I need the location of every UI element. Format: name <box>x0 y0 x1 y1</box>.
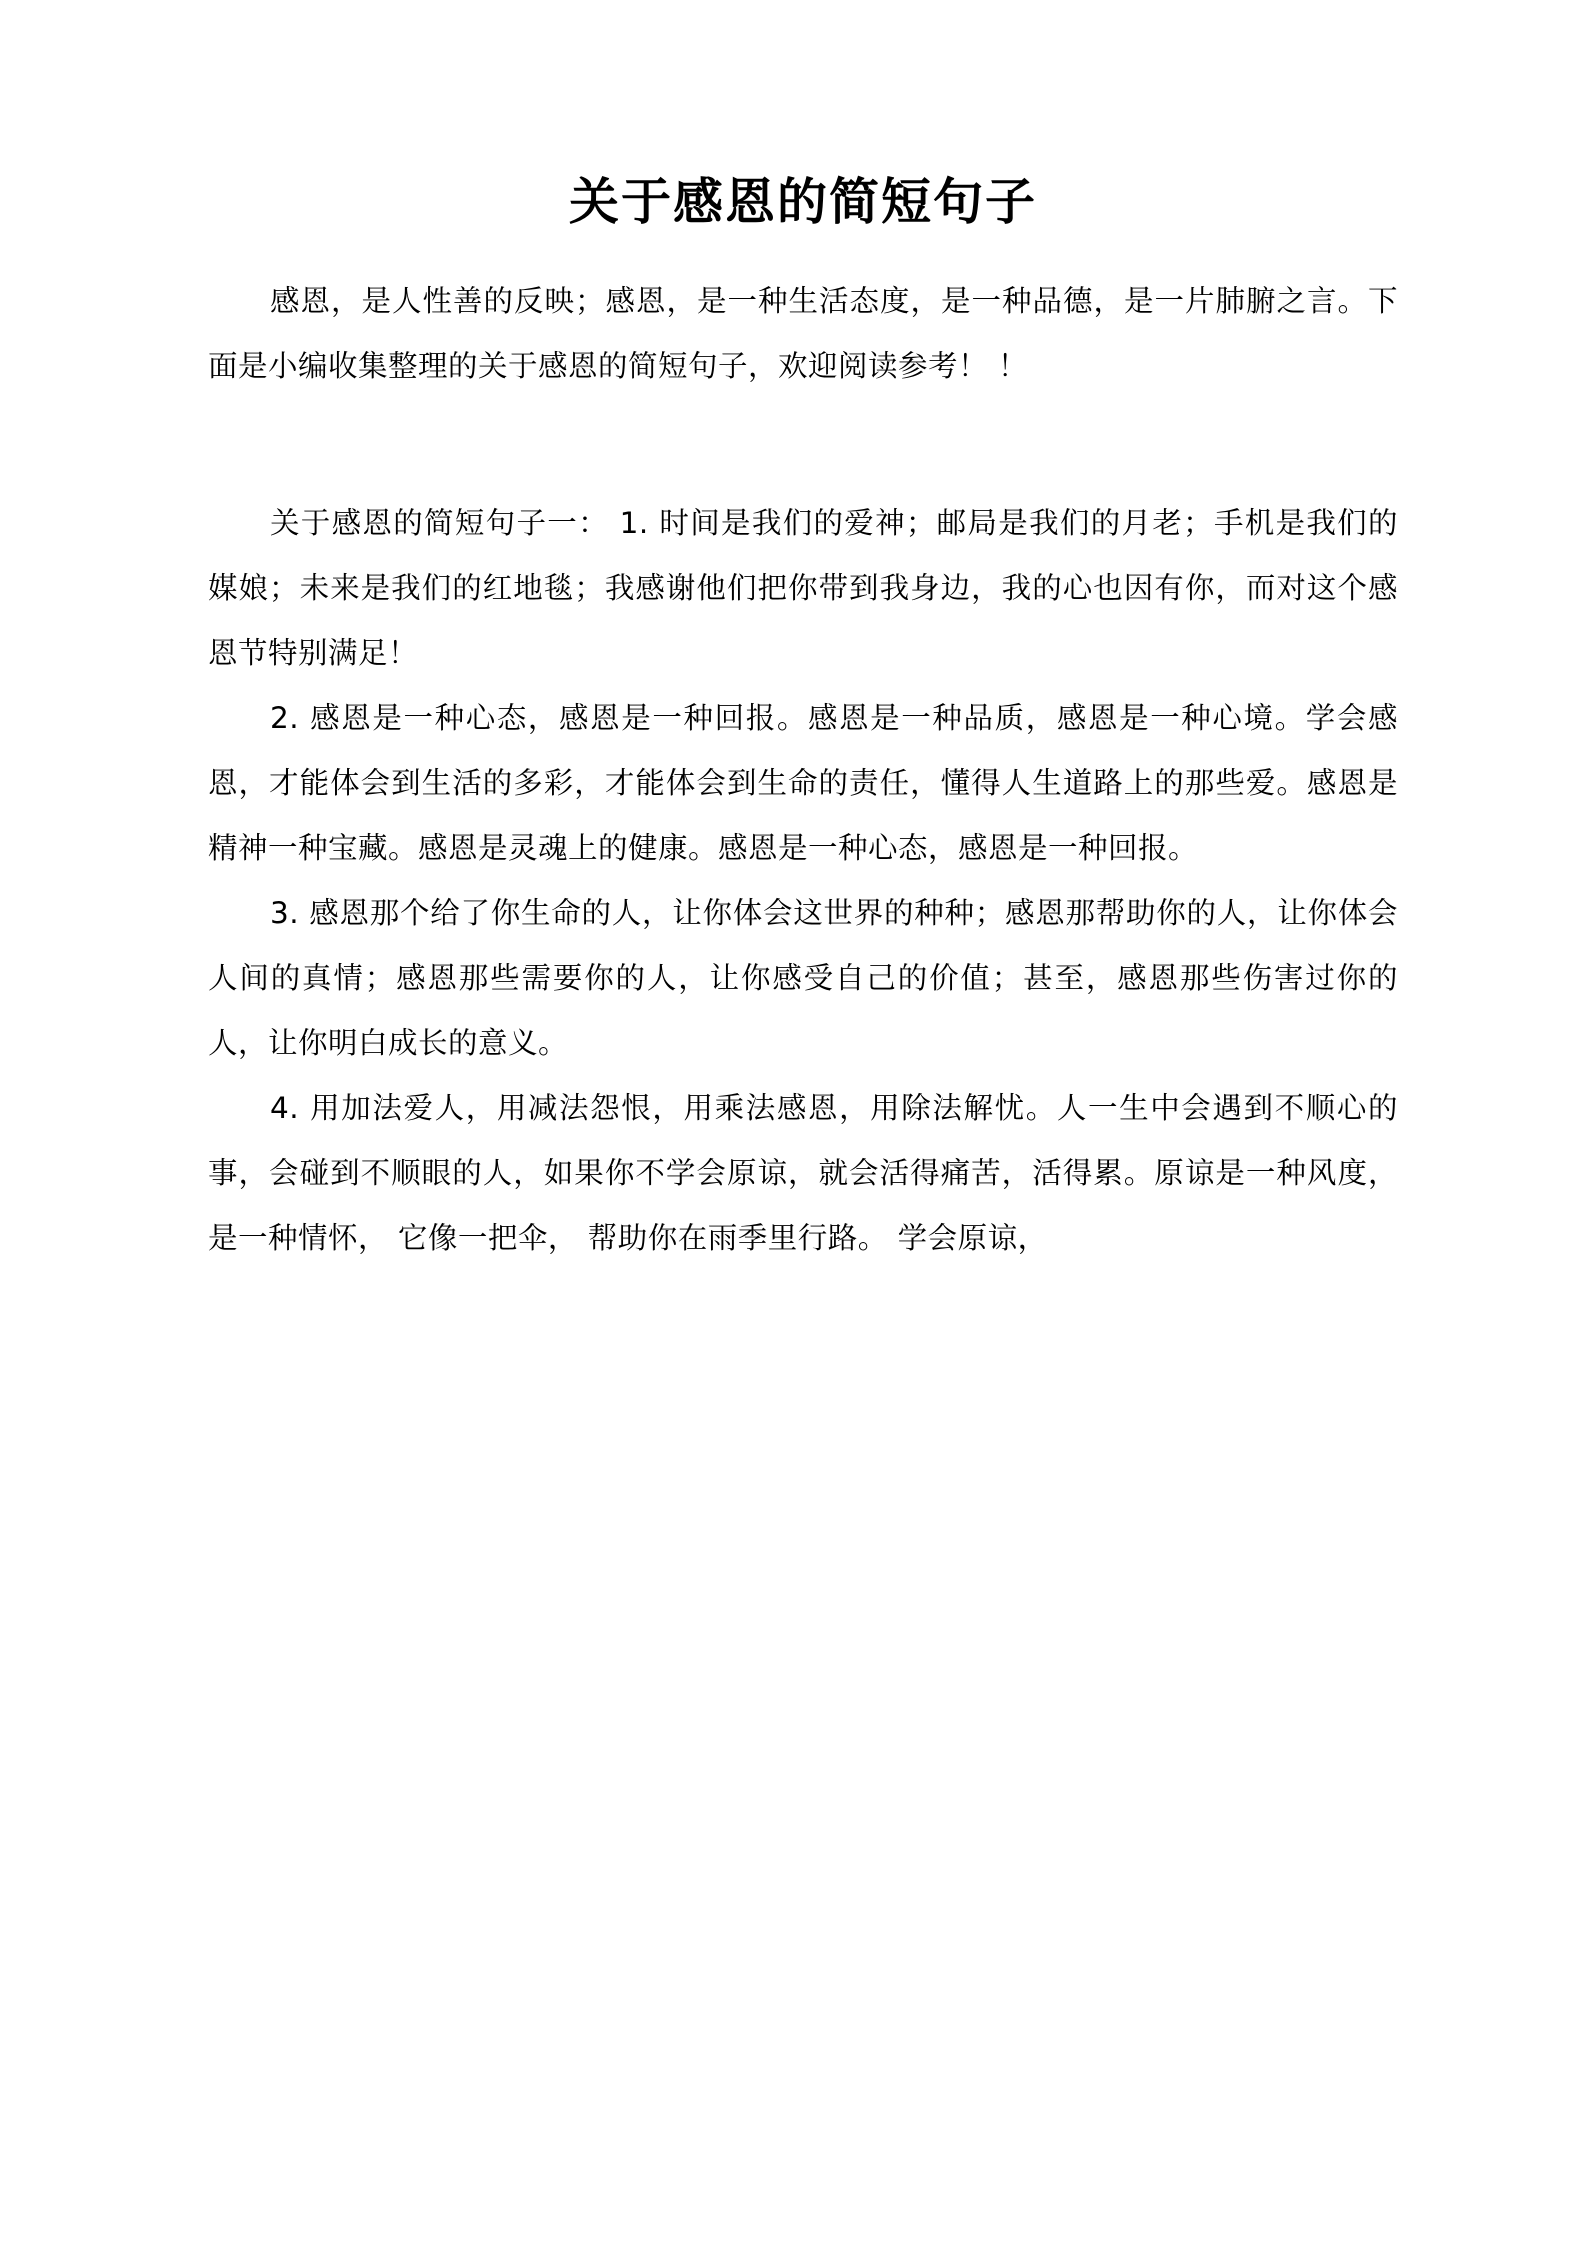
paragraph-item-4: 4. 用加法爱人，用减法怨恨，用乘法感恩，用除法解忧。人一生中会遇到不顺心的事，会碰到不顺眼的人，如果你不学会原谅，就会活得痛苦，活得累。原谅是一种风度，是一种情怀， 它像一把伞， 帮助你在雨季里行路。 学会原谅， <box>208 1091 1398 1255</box>
paragraph-item-3: 3. 感恩那个给了你生命的人，让你体会这世界的种种；感恩那帮助你的人，让你体会人间的真情；感恩那些需要你的人，让你感受自己的价值；甚至，感恩那些伤害过你的人，让你明白成长的意义。 <box>208 896 1398 1060</box>
paragraph-item-2: 2. 感恩是一种心态，感恩是一种回报。感恩是一种品质，感恩是一种心境。学会感恩，才能体会到生活的多彩，才能体会到生命的责任，懂得人生道路上的那些爱。感恩是精神一种宝藏。感恩是灵魂上的健康。感恩是一种心态，感恩是一种回报。 <box>208 701 1398 865</box>
page-title: 关于感恩的简短句子 <box>569 173 1037 231</box>
paragraph-intro: 感恩，是人性善的反映；感恩，是一种生活态度，是一种品德，是一片肺腑之言。下面是小编收集整理的关于感恩的简短句子，欢迎阅读参考！ ！ <box>208 284 1398 383</box>
document-body <box>208 170 1398 1271</box>
paragraph-spacer <box>208 399 1398 491</box>
paragraph-item-1: 关于感恩的简短句子一： 1. 时间是我们的爱神；邮局是我们的月老；手机是我们的媒娘；未来是我们的红地毯；我感谢他们把你带到我身边，我的心也因有你，而对这个感恩节特别满足！ <box>208 506 1398 670</box>
